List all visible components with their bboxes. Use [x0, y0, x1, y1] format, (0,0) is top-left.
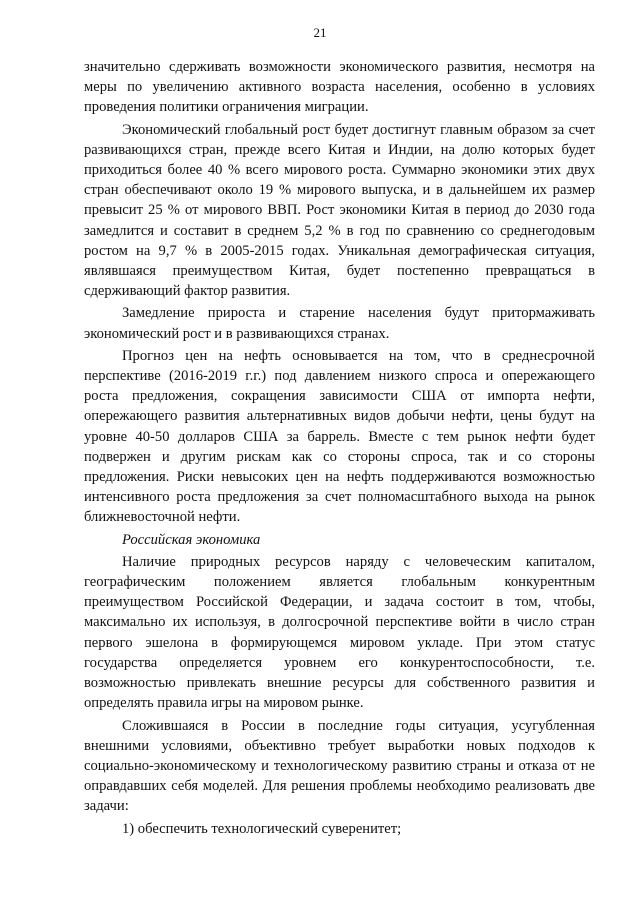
paragraph-current-situation: Сложившаяся в России в последние годы ситуация, усугубленная внешними условиями, объективно требует выработки новых подходов к социально-экономическому и технологическому развитию страны и отказа от не оправдавших себя моделей. Для решения проблемы необходимо реализовать две задачи:: [84, 717, 595, 815]
paragraph-global-growth: Экономический глобальный рост будет достигнут главным образом за счет развивающихся стран, прежде всего Китая и Индии, на долю которых будет приходиться более 40 % всего мирового роста. Суммарно экономики этих двух стран обеспечивают около 19 % мирового выпуска, и в дальнейшем их размер превысит 25 % от мирового ВВП. Рост экономики Китая в период до 2030 года замедлится и составит в среднем 5,2 % в год по сравнению со среднегодовым ростом на 9,7 % в 2005-2015 годах. Уникальная демографическая ситуация, являвшаяся преимуществом Китая, будет постепенно превращаться в сдерживающий фактор развития.: [84, 121, 595, 300]
list-item: 1) обеспечить технологический суверенитет;: [122, 820, 402, 837]
section-heading-russian-economy: Российская экономика: [122, 531, 261, 548]
paragraph-natural-resources: Наличие природных ресурсов наряду с человеческим капиталом, географическим положением является глобальным конкурентным преимуществом Российской Федерации, и задача состоит в том, чтобы, максимально их используя, в долгосрочной перспективе войти в число стран первого эшелона в формирующемся мировом укладе. При этом статус государства определяется уровнем его конкурентоспособности, т.е. возможностью привлекать внешние ресурсы для собственного развития и определять правила игры на мировом рынке.: [84, 553, 595, 712]
page-number: 21: [313, 25, 327, 40]
paragraph-continuation: значительно сдерживать возможности экономического развития, несмотря на меры по увеличению активного возраста населения, особенно в условиях проведения политики ограничения миграции.: [84, 59, 595, 116]
paragraph-population-aging: Замедление прироста и старение населения будут притормаживать экономический рост и в развивающихся странах.: [84, 305, 595, 342]
body-text: [84, 57, 595, 839]
paragraph-oil-price-forecast: Прогноз цен на нефть основывается на том, что в среднесрочной перспективе (2016-2019 г.г.) под давлением низкого спроса и опережающего роста предложения, сокращения зависимости США от импорта нефти, опережающего развития альтернативных видов добычи нефти, цены будут на уровне 40-50 долларов США за баррель. Вместе с тем рынок нефти будет подвержен и другим рискам как со стороны спроса, так и со стороны предложения. Риски невысоких цен на нефть поддерживаются возможностью интенсивного роста предложения за счет полномасштабного выхода на рынок ближневосточной нефти.: [84, 347, 595, 526]
